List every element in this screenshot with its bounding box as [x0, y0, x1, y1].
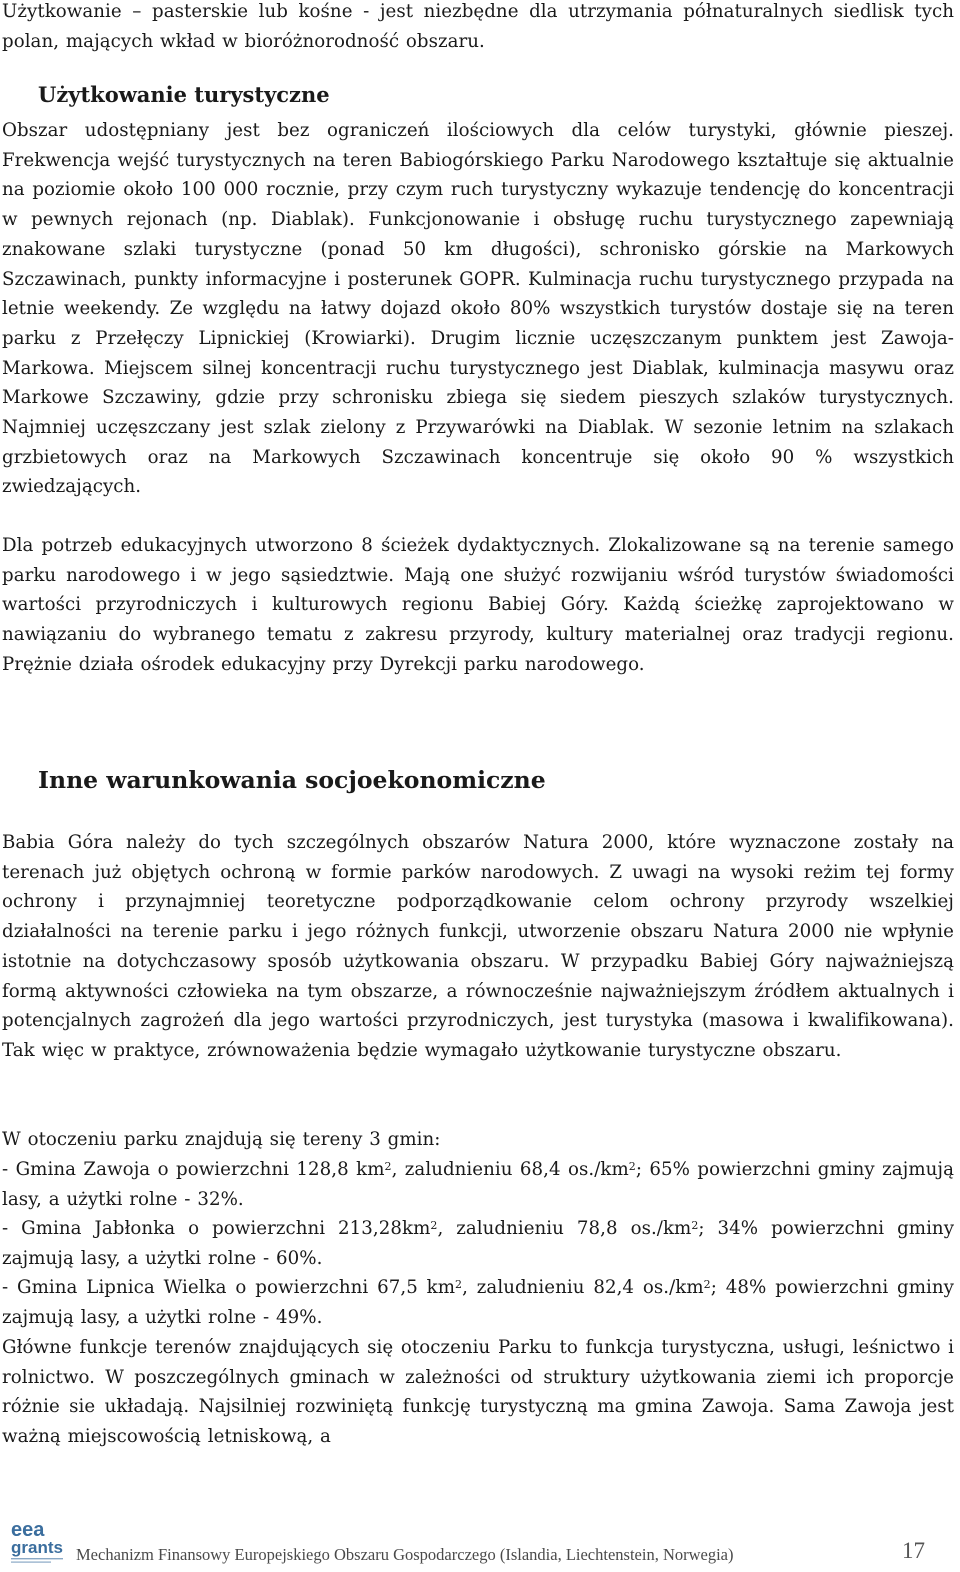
education-paragraph: Dla potrzeb edukacyjnych utworzono 8 ścieżek dydaktycznych. Zlokalizowane są na terenie samego parku narodowego i w jego sąsiedztwie. Mają one służyć rozwijaniu wśród turystów świadomości wartości przyrodniczych i kulturowych regionu Babiej Góry. Każdą ścieżkę zaprojektowano w nawiązaniu do wybranego tematu z zakresu przyrody, kultury materialnej oraz tradycji regionu. Prężnie działa ośrodek edukacyjny przy Dyrekcji parku narodowego. [2, 535, 954, 675]
natura-paragraph: Babia Góra należy do tych szczególnych obszarów Natura 2000, które wyznaczone zostały na terenach już objętych ochroną w formie parków narodowych. Z uwagi na wysoki reżim tej formy ochrony i przynajmniej teoretyczne podporządkowanie celom ochrony przyrody wszelkiej działalności na terenie parku i jego różnych funkcji, utworzenie obszaru Natura 2000 nie wpłynie istotnie na dotychczasowy sposób użytkowania obszaru. W przypadku Babiej Góry najważniejszą formą aktywności człowieka na tym obszarze, a równocześnie najważniejszym źródłem aktualnych i potencjalnych zagrożeń dla jego wartości przyrodniczych, jest turystyka (masowa i kwalifikowana). Tak więc w praktyce, zrównoważenia będzie wymagało użytkowanie turystyczne obszaru. [2, 832, 954, 1061]
svg-text:grants: grants [11, 1538, 63, 1557]
gmina-lipnica-item: - Gmina Lipnica Wielka o powierzchni 67,5 $km^2$, zaludnieniu 82,4 $os./km^2$; 48% powierzchni gminy zajmują lasy, a użytki rolne - 49%. [2, 1277, 955, 1328]
section-heading-socioeconomic: Inne warunkowania socjoekonomiczne [38, 766, 546, 794]
svg-text:eea: eea [11, 1519, 45, 1541]
intro-paragraph: Użytkowanie – pasterskie lub kośne - jest niezbędne dla utrzymania półnaturalnych siedlisk tych polan, mających wkład w bioróżnorodność obszaru. [2, 1, 954, 52]
tourism-paragraph: Obszar udostępniany jest bez ograniczeń ilościowych dla celów turystyki, głównie pieszej. Frekwencja wejść turystycznych na teren Babiogórskiego Parku Narodowego kształtuje się aktualnie na poziomie około 100 000 rocznie, przy czym ruch turystyczny wykazuje tendencję do koncentracji w pewnych rejonach (np. Diablak). Funkcjonowanie i obsługę ruchu turystycznego zapewniają znakowane szlaki turystyczne (ponad 50 km długości), schronisko górskie na Markowych Szczawinach, punkty informacyjne i posterunek GOPR. Kulminacja ruchu turystycznego przypada na letnie weekendy. Ze względu na łatwy dojazd około 80% wszystkich turystów dostaje się na teren parku z Przełęczy Lipnickiej (Krowiarki). Drugim licznie uczęszczanym punktem jest Zawoja-Markowa. Miejscem silnej koncentracji ruchu turystycznego jest Diablak, kulminacja masywu oraz Markowe Szczawiny, gdzie przy schronisku zbiega się siedem pieszych szlaków turystycznych. Najmniej uczęszczany jest szlak zielony z Przywarówki na Diablak. W sezonie letnim na szlakach grzbietowych oraz na Markowych Szczawinach koncentruje się około 90 % wszystkich zwiedzających. [2, 120, 954, 498]
eea-grants-logo [8, 1514, 68, 1566]
functions-paragraph: Główne funkcje terenów znajdujących się otoczeniu Parku to funkcja turystyczna, usługi, leśnictwo i rolnictwo. W poszczególnych gminach w zależności od struktury użytkowania ziemi ich proporcje różnie sie układają. Najsilniej rozwiniętą funkcję turystyczną ma gmina Zawoja. Sama Zawoja jest ważną miejscowością letniskową, a [2, 1337, 954, 1448]
gminy-intro: W otoczeniu parku znajdują się tereny 3 gmin: [2, 1129, 441, 1150]
gmina-jablonka-item: - Gmina Jabłonka o powierzchni $213,28km^2$, zaludnieniu 78,8 $os./km^2$; 34% powierzchni gminy zajmują lasy, a użytki rolne - 60%. [2, 1218, 955, 1269]
page-number: 17 [902, 1538, 925, 1563]
footer-text: Mechanizm Finansowy Europejskiego Obszaru Gospodarczego (Islandia, Liechtenstein, Norwegia) [76, 1545, 734, 1564]
gmina-zawoja-item: - Gmina Zawoja o powierzchni 128,8 $km^2$, zaludnieniu 68,4 $os./km^2$; 65% powierzchni gminy zajmują lasy, a użytki rolne - 32%. [2, 1159, 955, 1210]
section-heading-tourism: Użytkowanie turystyczne [38, 82, 330, 107]
